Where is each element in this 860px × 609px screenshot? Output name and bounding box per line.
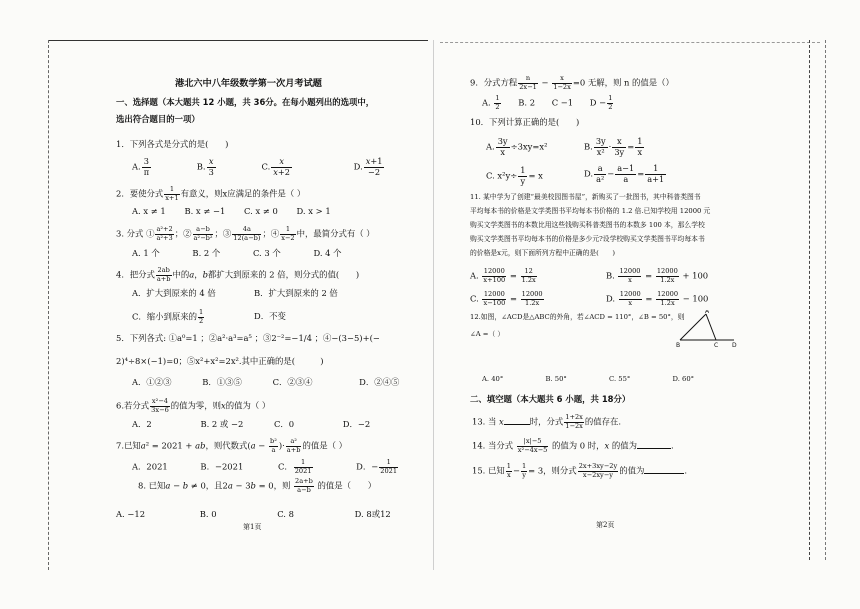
q11-option-b: B. $\frac{12000}{x}$ = $\frac{12000}{1.2x}$ + 100 — [606, 267, 709, 284]
label-d: D — [732, 342, 737, 349]
question-5-cont: 2)⁴÷8×(−1)=0；⑤x²+x²=2x².其中正确的是( ) — [116, 356, 324, 366]
question-14: 14. 当分式 $\frac{|x|-5}{\text{x²−4x−5}}$ 的值为 0 时，x 的值为 . — [472, 437, 674, 454]
question-13: 13. 当 x 时，分式 $\frac{1+2x}{1-2x}$ 的值存在. — [472, 413, 622, 430]
question-11-line-1: 11. 某中学为了创建“最美校园图书屋”，新购买了一批图书，其中科普类图书 — [470, 193, 701, 201]
q8-options: A. −12 B. 0 C. 8 D. 8或12 — [116, 509, 391, 519]
q4-option-d: D．不变 — [254, 311, 286, 321]
exam-title: 港北六中八年级数学第一次月考试题 — [175, 78, 322, 89]
section2-header: 二、填空题（本大题共 6 小题，共 18分） — [470, 394, 631, 404]
question-9: 9．分式方程 $\frac{n}{2x-1}$ − $\frac{x}{1-2x}$ =0 无解，则 n 的值是（） — [470, 74, 674, 91]
question-11-line-2: 平均每本书的价格是文学类图书平均每本书价格的 1.2 倍.已知学校用 12000 元 — [470, 207, 711, 215]
question-3: 3. 分式 ① $\frac{\text{a²+2}}{\text{a²+3}}$ ；② $\frac{a-b}{\text{a²−b²}}$ ；③ $\frac{4a}{12(a-b)}$ ；④ $\frac{1}{x-2}$ 中，最简分式有（ ） — [116, 225, 375, 242]
triangle-figure — [672, 310, 742, 350]
q11-option-a: A. $\frac{12000}{x+100}$ = $\frac{12}{1.2x}$ — [470, 267, 536, 284]
q3-options: A. 1 个 B. 2 个 C. 3 个 D. 4 个 — [132, 248, 342, 258]
side-ab — [680, 314, 706, 340]
question-10: 10．下列计算正确的是( ) — [470, 117, 580, 127]
page-fold — [433, 40, 434, 570]
q9-options: A. $\frac{1}{2}$ B. 2 C −1 D − $\frac{1}{2}$ — [482, 94, 613, 111]
q11-option-c: C. $\frac{12000}{x-100}$ = $\frac{12000}{1.2x}$ — [470, 290, 543, 307]
page-1-footer: 第1页 — [243, 523, 262, 531]
q10-option-c: C. x²y÷ $\frac{1}{y}$ = x — [486, 165, 543, 186]
label-b: B — [676, 342, 681, 349]
binding-edge-line — [825, 40, 827, 560]
binding-edge-line — [809, 40, 811, 560]
question-12-cont: ∠A =（ ） — [470, 330, 505, 338]
q2-options: A. x ≠ 1 B. x ≠ −1 C. x ≠ 0 D. x > 1 — [132, 206, 331, 216]
question-11-line-4: 购买文学类图书平均每本书的价格是多少元?设学校购买文学类图书平均每本书 — [470, 235, 705, 243]
question-6: 6.若分式 $\frac{\text{x²−4}}{3x-6}$ 的值为零，则x的值为（ ） — [116, 397, 271, 414]
q5-options: A．①②③ B．①③⑤ C．②③④ D．②④⑤ — [132, 377, 400, 387]
question-7: 7.已知a² = 2021 + ab，则代数式(a − $\frac{\text{b²}}{a}$ )· $\frac{\text{a²}}{a+b}$ 的值是（ ） — [116, 437, 348, 454]
q10-option-b: B. $\frac{3y}{\text{x²}}$ · $\frac{x}{3y}$ = $\frac{1}{x}$ — [584, 136, 643, 157]
q6-options: A．2 B. 2 或 −2 C．0 D．−2 — [132, 419, 371, 429]
section1-header: 一、选择题（本大题共 12 小题，共 36分。在每小题列出的选项中， — [116, 97, 375, 107]
question-12: 12.如图，∠ACD是△ABC的外角，若∠ACD = 110°，∠B = 50°，则 — [470, 313, 685, 321]
q7-options: A．2021 B．−2021 C． $\frac{1}{2021}$ D．− $\frac{1}{2021}$ — [132, 458, 398, 475]
question-4: 4．把分式 $\frac{2ab}{a+b}$ 中的a，b都扩大到原来的 2 倍，则分式的值( ) — [116, 266, 360, 283]
scan-edge-line — [440, 42, 820, 44]
question-15: 15. 已知 $\frac{1}{x}$ − $\frac{1}{y}$ = 3，则分式 $\frac{2x+3xy-2y}{x-2xy-y}$ 的值为 . — [472, 462, 688, 479]
q4-option-b: B．扩大到原来的 2 倍 — [254, 288, 338, 298]
question-8: 8. 已知a − b ≠ 0，且2a − 3b = 0，则 $\frac{2a+b}{a-b}$ 的值是（ ） — [138, 477, 377, 494]
section1-header-cont: 选出符合题目的一项） — [116, 114, 200, 124]
q10-option-a: A. $\frac{3y}{x}$ ÷3xy=x² — [486, 136, 548, 157]
q4-option-a: A．扩大到原来的 4 倍 — [132, 288, 216, 298]
q12-options: A. 40° B. 50° C. 55° D. 60° — [482, 375, 695, 383]
scan-edge-line — [48, 40, 428, 41]
question-1: 1．下列各式是分式的是( ) — [116, 139, 229, 149]
side-ac — [706, 314, 716, 340]
question-11-line-3: 购买文学类图书的本数比用这些钱购买科普类图书的本数多 100 本，那么学校 — [470, 221, 705, 229]
label-c: C — [714, 342, 719, 349]
question-11-line-5: 的价格是x元，则下面所列方程中正确的是( ) — [470, 249, 616, 257]
question-2: 2．要使分式 $\frac{1}{x+1}$ 有意义，则x应满足的条件是（ ） — [116, 185, 306, 202]
q1-options: A. $\frac{3}{\pi}$ B. $\frac{x}{3}$ C. $\frac{x}{x+2}$ D. $\frac{x+1}{-2}$ — [132, 156, 383, 177]
q11-option-d: D. $\frac{12000}{x}$ = $\frac{12000}{1.2x}$ − 100 — [606, 290, 709, 307]
question-5: 5．下列各式: ①a⁰=1 ；②a²·a³=a⁵ ；③2⁻²=−1/4 ；④−(3−5)+(− — [116, 333, 380, 343]
q4-option-c: C．缩小到原来的 $\frac{1}{2}$ — [132, 308, 204, 325]
q10-option-d: D. $\frac{a}{\text{a²}}$ − $\frac{a-1}{a}$ = $\frac{1}{a+1}$ — [584, 163, 665, 184]
label-a: A — [705, 310, 710, 315]
page-2-footer: 第2页 — [596, 521, 615, 529]
binding-edge-line — [48, 40, 50, 570]
